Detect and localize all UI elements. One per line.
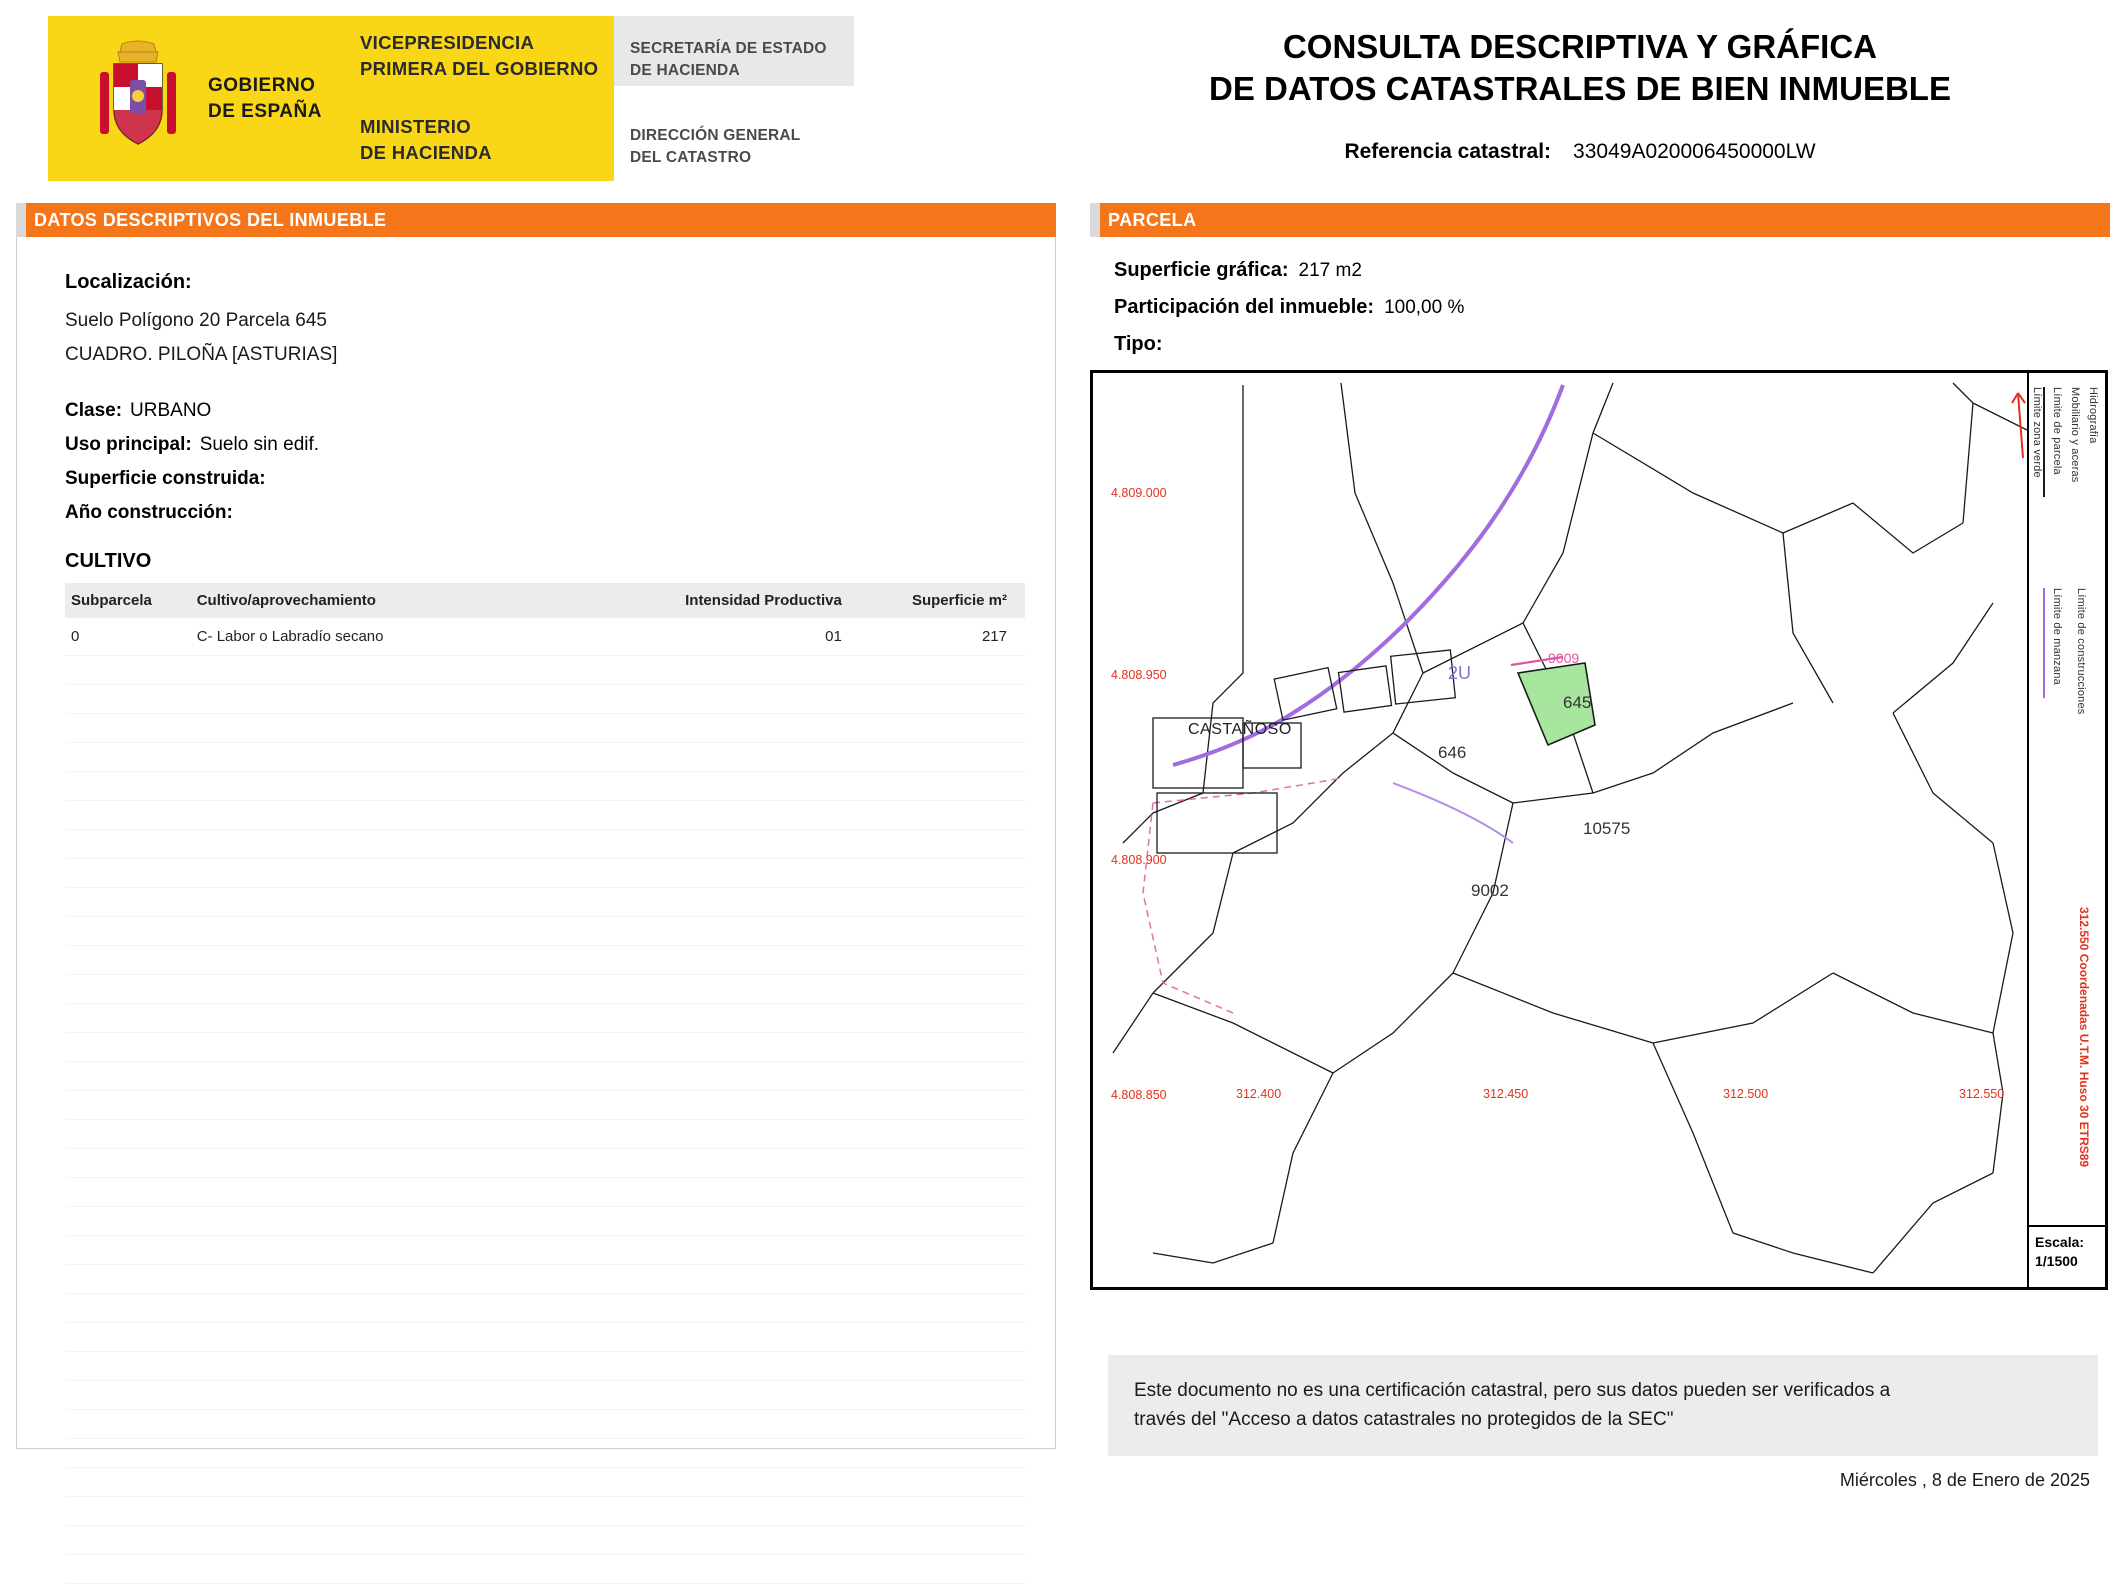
document-header (0, 0, 2125, 190)
legend-label-limite-zona-verde: Límite zona verde (2031, 387, 2043, 478)
gobierno-de-espana-label (208, 73, 322, 124)
disclaimer-line-1: Este documento no es una certificación catastral, pero sus datos pueden ser verificados a (1134, 1380, 1891, 1401)
cultivo-empty-rows (65, 656, 1025, 1584)
coord-x-312550: 312.550 (1959, 1087, 2005, 1101)
parcel-label-9002: 9002 (1471, 881, 1509, 900)
coord-y-4808850: 4.808.850 (1111, 1088, 1167, 1102)
anio-construccion-label: Año construcción: (65, 502, 233, 523)
coord-y-4808950: 4.808.950 (1111, 668, 1167, 682)
sec-line-1: SECRETARÍA DE ESTADO (630, 40, 827, 57)
clase-label: Clase: (65, 400, 123, 421)
direccion-general-catastro-label (630, 125, 800, 170)
uso-principal-row (65, 434, 1019, 456)
cultivo-header-subparcela: Subparcela (65, 583, 191, 618)
vicepresidencia-label (360, 30, 598, 166)
document-date: Miércoles , 8 de Enero de 2025 (1839, 1470, 2090, 1490)
coord-y-4809000: 4.809.000 (1111, 486, 1167, 500)
clase-row (65, 400, 1019, 422)
cultivo-cell-subparcela: 0 (65, 618, 191, 656)
dg-line-2: DEL CATASTRO (630, 149, 752, 167)
cultivo-table-header-row (65, 583, 1025, 618)
document-title-line-2: DE DATOS CATASTRALES DE BIEN INMUEBLE (1209, 70, 1951, 108)
place-label-castanoso: CASTAÑOSO (1188, 721, 1292, 738)
referencia-catastral-value: 33049A020006450000LW (1573, 140, 1816, 163)
cultivo-cell-aprovechamiento: C- Labor o Labradío secano (191, 618, 635, 656)
vice-line-4: DE HACIENDA (360, 141, 492, 163)
datos-descriptivos-panel (16, 237, 1056, 1449)
superficie-grafica-value: 217 m2 (1298, 260, 1362, 281)
uso-principal-value: Suelo sin edif. (199, 434, 320, 455)
participacion-label: Participación del inmueble: (1114, 296, 1375, 318)
parcela-panel (1090, 237, 2110, 370)
coord-x-312400: 312.400 (1236, 1087, 1282, 1101)
legend-label-limite-construcciones: Límite de construcciones (2075, 588, 2087, 715)
spain-coat-of-arms-icon (78, 36, 198, 161)
cultivo-header-superficie: Superficie m² (860, 583, 1025, 618)
legend-label-mobiliario-aceras: Mobiliario y aceras (2069, 387, 2081, 483)
disclaimer-box (1108, 1355, 2098, 1456)
legend-rule-limite-manzana (2043, 588, 2045, 698)
referencia-catastral-label: Referencia catastral: (1344, 140, 1552, 163)
secretaria-estado-label (630, 38, 827, 83)
localizacion-label: Localización: (65, 271, 192, 293)
cultivo-cell-intensidad: 01 (634, 618, 859, 656)
pink-label-9009: 9009 (1548, 650, 1580, 666)
uso-principal-label: Uso principal: (65, 434, 192, 455)
table-row (65, 618, 1025, 656)
legend-rule-limite-parcela (2043, 387, 2045, 497)
section-bar-parcela (1090, 203, 2110, 237)
coord-x-312450: 312.450 (1483, 1087, 1529, 1101)
document-title-line-1: CONSULTA DESCRIPTIVA Y GRÁFICA (1282, 28, 1878, 65)
cultivo-header-intensidad: Intensidad Productiva (634, 583, 859, 618)
section-bar-datos-descriptivos-label: DATOS DESCRIPTIVOS DEL INMUEBLE (34, 209, 387, 230)
vice-line-3: MINISTERIO (360, 115, 471, 137)
sec-line-2: DE HACIENDA (630, 62, 740, 80)
superficie-grafica-row (1114, 259, 2110, 282)
anio-construccion-row (65, 502, 1019, 524)
zone-label-2u: 2U (1448, 663, 1472, 683)
parcel-label-646: 646 (1438, 743, 1467, 762)
localizacion-line-2: CUADRO. PILOÑA [ASTURIAS] (65, 344, 338, 365)
referencia-catastral (1060, 140, 2100, 164)
map-legend (2027, 373, 2105, 1287)
cultivo-cell-superficie: 217 (860, 618, 1025, 656)
section-bar-parcela-label: PARCELA (1108, 209, 1197, 230)
dg-line-1: DIRECCIÓN GENERAL (630, 127, 801, 144)
gobierno-line-1: GOBIERNO (208, 74, 316, 96)
tipo-label: Tipo: (1114, 333, 1163, 355)
document-title (1060, 26, 2100, 110)
map-scale-label: Escala: (2035, 1234, 2085, 1250)
participacion-row (1114, 296, 2110, 319)
map-scale-box (2027, 1225, 2105, 1287)
cadastral-map[interactable] (1090, 370, 2108, 1290)
disclaimer-line-2: través del "Acceso a datos catastrales no protegidos de la SEC" (1134, 1408, 1674, 1430)
superficie-grafica-label: Superficie gráfica: (1114, 259, 1289, 281)
localizacion-line-1: Suelo Polígono 20 Parcela 645 (65, 310, 327, 331)
gobierno-line-2: DE ESPAÑA (208, 100, 322, 122)
legend-label-hidrografia: Hidrografía (2087, 387, 2099, 444)
superficie-construida-label: Superficie construida: (65, 468, 266, 489)
vice-line-2: PRIMERA DEL GOBIERNO (360, 57, 599, 79)
legend-label-limite-parcela: Límite de parcela (2051, 387, 2063, 475)
cultivo-header-aprovechamiento: Cultivo/aprovechamiento (191, 583, 635, 618)
cultivo-title: CULTIVO (65, 550, 152, 572)
legend-label-limite-manzana: Límite de manzana (2051, 588, 2063, 685)
clase-value: URBANO (130, 400, 212, 421)
participacion-value: 100,00 % (1384, 297, 1465, 318)
section-bar-datos-descriptivos (16, 203, 1056, 237)
superficie-construida-row (65, 468, 1019, 490)
coord-x-312500: 312.500 (1723, 1087, 1769, 1101)
tipo-row (1114, 333, 2110, 356)
map-scale-value: 1/1500 (2035, 1252, 2078, 1269)
parcel-label-10575: 10575 (1583, 819, 1631, 838)
utm-coordinates-note: 312.550 Coordenadas U.T.M. Huso 30 ETRS89 (2077, 906, 2091, 1167)
vice-line-1: VICEPRESIDENCIA (360, 32, 535, 53)
parcel-label-645: 645 (1563, 693, 1592, 712)
cultivo-table (65, 583, 1025, 656)
coord-y-4808900: 4.808.900 (1111, 853, 1167, 867)
